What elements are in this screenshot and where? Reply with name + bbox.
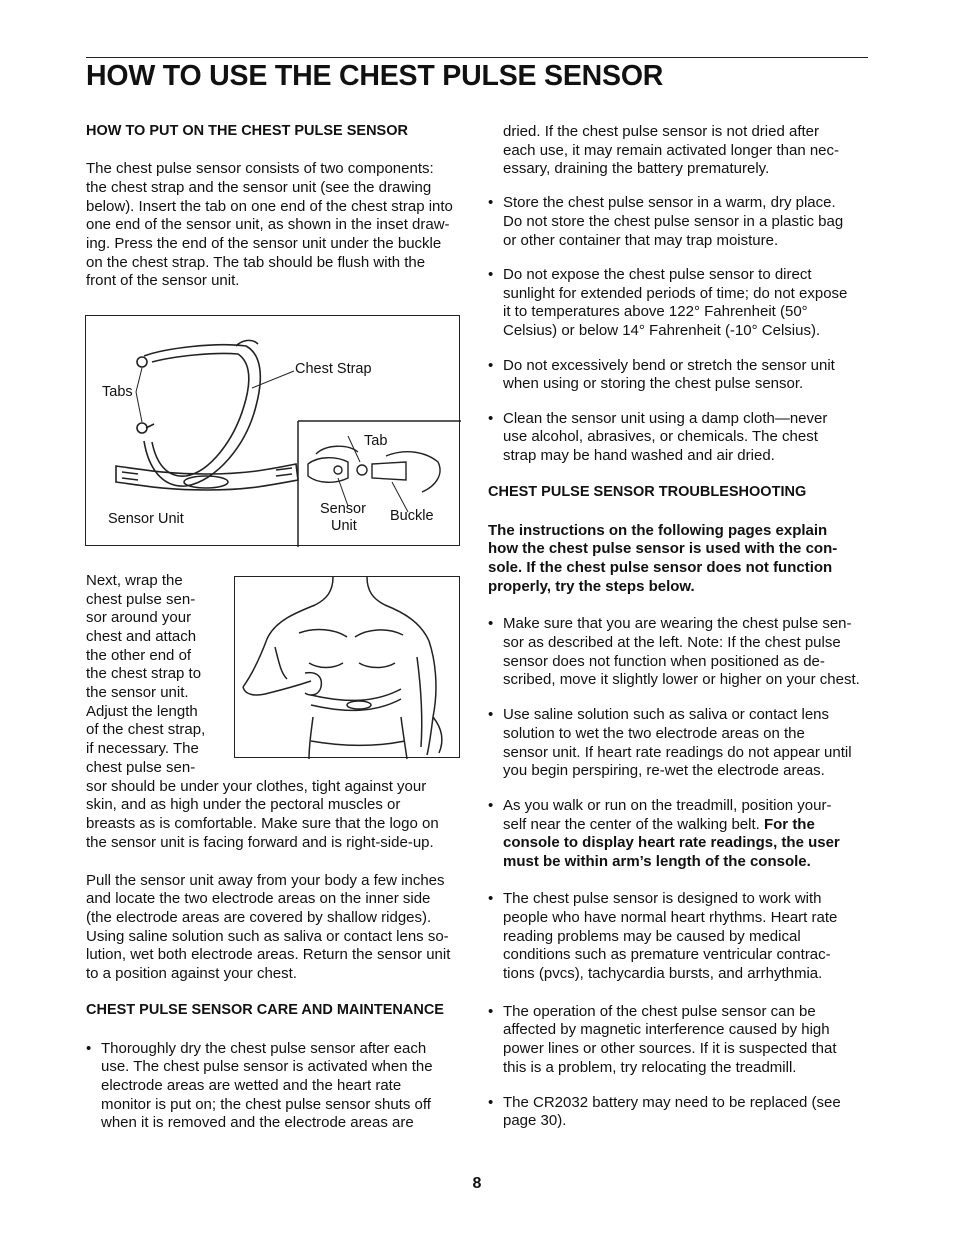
text-line: As you walk or run on the treadmill, position your- — [503, 797, 832, 814]
text-line: The chest pulse sensor is designed to work with — [503, 890, 822, 907]
bullet-dot: • — [488, 615, 494, 632]
text-line: sunlight for extended periods of time; do not expose — [503, 285, 848, 302]
text-line: (the electrode areas are covered by shallow ridges). — [86, 909, 432, 926]
text-line: ing. Press the end of the sensor unit under the buckle — [86, 235, 442, 252]
text-line: if necessary. The — [86, 740, 199, 757]
text-line: affected by magnetic interference caused by high — [503, 1021, 830, 1038]
text-line: power lines or other sources. If it is suspected that — [503, 1040, 837, 1057]
text-line: Store the chest pulse sensor in a warm, dry place. — [503, 194, 836, 211]
torso-drawing — [235, 577, 461, 759]
text-line: each use, it may remain activated longer than nec- — [503, 142, 840, 159]
text-line: The CR2032 battery may need to be replaced (see — [503, 1094, 841, 1111]
text-line: how the chest pulse sensor is used with the con- — [488, 540, 838, 557]
text-line: conditions such as premature ventricular contrac- — [503, 946, 831, 963]
text-line: The chest pulse sensor consists of two components: — [86, 160, 434, 177]
bullet-dot: • — [488, 797, 494, 814]
text-line: lution, wet both electrode areas. Return the sensor unit — [86, 946, 451, 963]
bullet-dot: • — [86, 1040, 92, 1057]
text-line: Adjust the length — [86, 703, 198, 720]
text-line: sensor unit. If heart rate readings do not appear until — [503, 744, 852, 761]
text-line: strap may be hand washed and air dried. — [503, 447, 775, 464]
text-line: Do not store the chest pulse sensor in a plastic bag — [503, 213, 844, 230]
label-tabs: Tabs — [102, 384, 133, 400]
text-line: electrode areas are wetted and the heart rate — [101, 1077, 402, 1094]
text-line: the sensor unit. — [86, 684, 189, 701]
text-line: to a position against your chest. — [86, 965, 297, 982]
text-line: solution to wet the two electrode areas on the — [503, 725, 805, 742]
text-line: breasts as is comfortable. Make sure that the logo on — [86, 815, 439, 832]
text-line: it to temperatures above 122° Fahrenheit (50° — [503, 303, 808, 320]
text-line: Pull the sensor unit away from your body a few inches — [86, 872, 445, 889]
label-tab: Tab — [364, 433, 388, 449]
title-rule — [86, 57, 868, 58]
text-line: sensor does not function when positioned as de- — [503, 653, 825, 670]
text-line: when it is removed and the electrode areas are — [101, 1114, 414, 1131]
text-line: or other container that may trap moisture. — [503, 232, 779, 249]
heading-care: CHEST PULSE SENSOR CARE AND MAINTENANCE — [86, 1002, 444, 1018]
text-line: chest pulse sen- — [86, 759, 196, 776]
heading-put-on: HOW TO PUT ON THE CHEST PULSE SENSOR — [86, 123, 408, 139]
bullet-dot: • — [488, 706, 494, 723]
bullet-dot: • — [488, 357, 494, 374]
text-line: page 30). — [503, 1112, 567, 1129]
text-line: monitor is put on; the chest pulse sensor shuts off — [101, 1096, 431, 1113]
text-line: use alcohol, abrasives, or chemicals. The chest — [503, 428, 818, 445]
text-line: sor should be under your clothes, tight against your — [86, 778, 427, 795]
bullet-dot: • — [488, 1094, 494, 1111]
text-line: essary, draining the battery prematurely. — [503, 160, 770, 177]
text-line: skin, and as high under the pectoral muscles or — [86, 796, 401, 813]
text-line: scribed, move it slightly lower or higher on your chest. — [503, 671, 860, 688]
label-sensor-unit: Sensor Unit — [108, 511, 184, 527]
text-line-mixed — [503, 816, 815, 835]
text-line: Do not expose the chest pulse sensor to direct — [503, 266, 812, 283]
text-line: sole. If the chest pulse sensor does not function — [488, 559, 833, 576]
text-line: Make sure that you are wearing the chest pulse sen- — [503, 615, 852, 632]
text-line: use. The chest pulse sensor is activated when the — [101, 1058, 433, 1075]
label-sensor: Sensor — [320, 501, 366, 517]
bullet-dot: • — [488, 194, 494, 211]
text-line: the chest strap to — [86, 665, 202, 682]
text-line: of the chest strap, — [86, 721, 206, 738]
text-plain: self near the center of the walking belt. — [503, 816, 764, 833]
text-line: Thoroughly dry the chest pulse sensor after each — [101, 1040, 427, 1057]
heading-troubleshooting: CHEST PULSE SENSOR TROUBLESHOOTING — [488, 484, 807, 500]
text-line: the chest strap and the sensor unit (see the drawing — [86, 179, 432, 196]
bullet-dot: • — [488, 1003, 494, 1020]
text-line: Using saline solution such as saliva or contact lens so- — [86, 928, 449, 945]
label-chest-strap: Chest Strap — [295, 361, 372, 377]
text-line: The instructions on the following pages explain — [488, 522, 828, 539]
text-line: front of the sensor unit. — [86, 272, 240, 289]
text-bold: For the — [763, 816, 815, 833]
text-line: on the chest strap. The tab should be flush with the — [86, 254, 426, 271]
text-line: Use saline solution such as saliva or contact lens — [503, 706, 830, 723]
text-line: this is a problem, try relocating the treadmill. — [503, 1059, 797, 1076]
text-line: Do not excessively bend or stretch the sensor unit — [503, 357, 835, 374]
text-line: must be within arm’s length of the console. — [503, 853, 811, 870]
label-unit: Unit — [331, 518, 357, 534]
text-line: Next, wrap the — [86, 572, 183, 589]
text-line: Celsius) or below 14° Fahrenheit (-10° Celsius). — [503, 322, 821, 339]
bullet-dot: • — [488, 890, 494, 907]
text-line: properly, try the steps below. — [488, 578, 695, 595]
bullet-dot: • — [488, 410, 494, 427]
text-line: The operation of the chest pulse sensor can be — [503, 1003, 816, 1020]
page-title: HOW TO USE THE CHEST PULSE SENSOR — [86, 60, 664, 92]
text-line: below). Insert the tab on one end of the chest strap into — [86, 198, 453, 215]
text-line: people who have normal heart rhythms. Heart rate — [503, 909, 838, 926]
text-line: you begin perspiring, re-wet the electrode areas. — [503, 762, 825, 779]
text-line: and locate the two electrode areas on the inner side — [86, 890, 431, 907]
text-line: the sensor unit is facing forward and is right-side-up. — [86, 834, 434, 851]
page-number: 8 — [472, 1175, 482, 1192]
strap-figure — [85, 315, 460, 546]
text-line: tions (pvcs), tachycardia bursts, and arrhythmia. — [503, 965, 823, 982]
text-line: sor as described at the left. Note: If the chest pulse — [503, 634, 841, 651]
torso-figure — [234, 576, 460, 758]
text-line: chest pulse sen- — [86, 591, 196, 608]
label-buckle: Buckle — [390, 508, 434, 524]
text-line: the other end of — [86, 647, 192, 664]
text-line: console to display heart rate readings, the user — [503, 834, 840, 851]
text-line: one end of the sensor unit, as shown in the inset draw- — [86, 216, 450, 233]
text-line: reading problems may be caused by medical — [503, 928, 801, 945]
text-line: sor around your — [86, 609, 192, 626]
text-line: when using or storing the chest pulse sensor. — [503, 375, 804, 392]
text-line: Clean the sensor unit using a damp cloth—never — [503, 410, 828, 427]
bullet-dot: • — [488, 266, 494, 283]
text-line: dried. If the chest pulse sensor is not dried after — [503, 123, 820, 140]
text-line: chest and attach — [86, 628, 197, 645]
